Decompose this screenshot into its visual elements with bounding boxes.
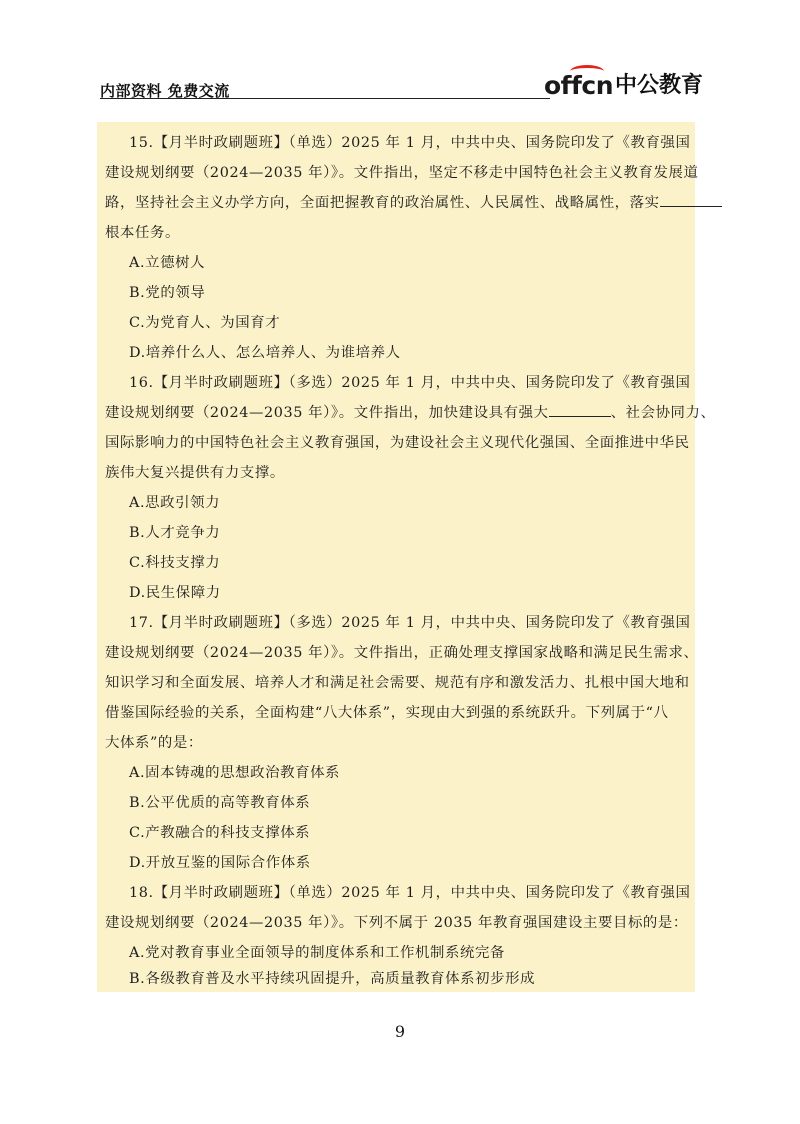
question-17-option-d: D.开放互鉴的国际合作体系: [129, 855, 311, 871]
question-16-line-3: 国际影响力的中国特色社会主义教育强国，为建设社会主义现代化强国、全面推进中华民: [105, 435, 690, 451]
fill-blank: [549, 402, 611, 417]
question-16-option-d: D.民生保障力: [129, 585, 221, 601]
page-header: [100, 62, 710, 102]
question-panel: [97, 122, 716, 992]
question-15-line-3-text: 路，坚持社会主义办学方向，全面把握教育的政治属性、人民属性、战略属性，落实: [105, 195, 660, 211]
question-17-line-3: 知识学习和全面发展、培养人才和满足社会需要、规范有序和激发活力、扎根中国大地和: [105, 675, 690, 691]
offcn-logo: [544, 66, 710, 100]
question-16-option-c: C.科技支撑力: [129, 555, 221, 571]
question-17-line-5: 大体系”的是：: [105, 735, 203, 751]
question-15-line-1: 15.【月半时政刷题班】（单选）2025 年 1 月，中共中央、国务院印发了《教育强国: [129, 135, 691, 151]
question-18-line-2: 建设规划纲要（2024—2035 年）》。下列不属于 2035 年教育强国建设主要目标的是：: [105, 915, 688, 931]
question-15-option-c: C.为党育人、为国育才: [129, 315, 281, 331]
question-17-option-a: A.固本铸魂的思想政治教育体系: [129, 765, 341, 781]
header-label: 内部资料 免费交流: [100, 82, 230, 100]
question-15-line-3: [105, 192, 722, 214]
question-16-line-2-text: 建设规划纲要（2024—2035 年）》。文件指出，加快建设具有强大: [105, 405, 549, 421]
question-15-option-b: B.党的领导: [129, 285, 206, 301]
question-16-line-4: 族伟大复兴提供有力支撑。: [105, 465, 285, 481]
question-18-option-b: B.各级教育普及水平持续巩固提升，高质量教育体系初步形成: [129, 971, 536, 987]
fill-blank: [660, 192, 722, 207]
question-16-option-a: A.思政引领力: [129, 495, 221, 511]
question-16-line-2: [105, 402, 716, 424]
question-15-option-a: A.立德树人: [129, 255, 206, 271]
logo-cn-text: 中公教育: [615, 73, 704, 98]
header-rule: [100, 98, 550, 99]
question-15-line-4: 根本任务。: [105, 225, 180, 241]
question-18-line-1: 18.【月半时政刷题班】（单选）2025 年 1 月，中共中央、国务院印发了《教育强国: [129, 885, 691, 901]
question-17-line-2: 建设规划纲要（2024—2035 年）》。文件指出，正确处理支撑国家战略和满足民生需求、: [105, 645, 699, 661]
question-16-line-1: 16.【月半时政刷题班】（多选）2025 年 1 月，中共中央、国务院印发了《教育强国: [129, 375, 691, 391]
question-18-option-a: A.党对教育事业全面领导的制度体系和工作机制系统完备: [129, 945, 505, 961]
logo-swoosh-icon: [570, 65, 604, 78]
question-16-option-b: B.人才竞争力: [129, 525, 221, 541]
question-17-line-4: 借鉴国际经验的关系，全面构建“八大体系”，实现由大到强的系统跃升。下列属于“八: [105, 705, 669, 721]
question-17-option-c: C.产教融合的科技支撑体系: [129, 825, 311, 841]
page-number: 9: [394, 1022, 406, 1041]
question-15-option-d: D.培养什么人、怎么培养人、为谁培养人: [129, 345, 401, 361]
logo-en-text: [544, 72, 613, 100]
logo-en-label: offcn: [544, 71, 614, 100]
question-17-line-1: 17.【月半时政刷题班】（多选）2025 年 1 月，中共中央、国务院印发了《教育强国: [129, 615, 691, 631]
question-17-option-b: B.公平优质的高等教育体系: [129, 795, 311, 811]
question-15-line-2: 建设规划纲要（2024—2035 年）》。文件指出，坚定不移走中国特色社会主义教育发展道: [105, 165, 699, 181]
question-16-line-2-tail: 、社会协同力、: [610, 405, 716, 421]
